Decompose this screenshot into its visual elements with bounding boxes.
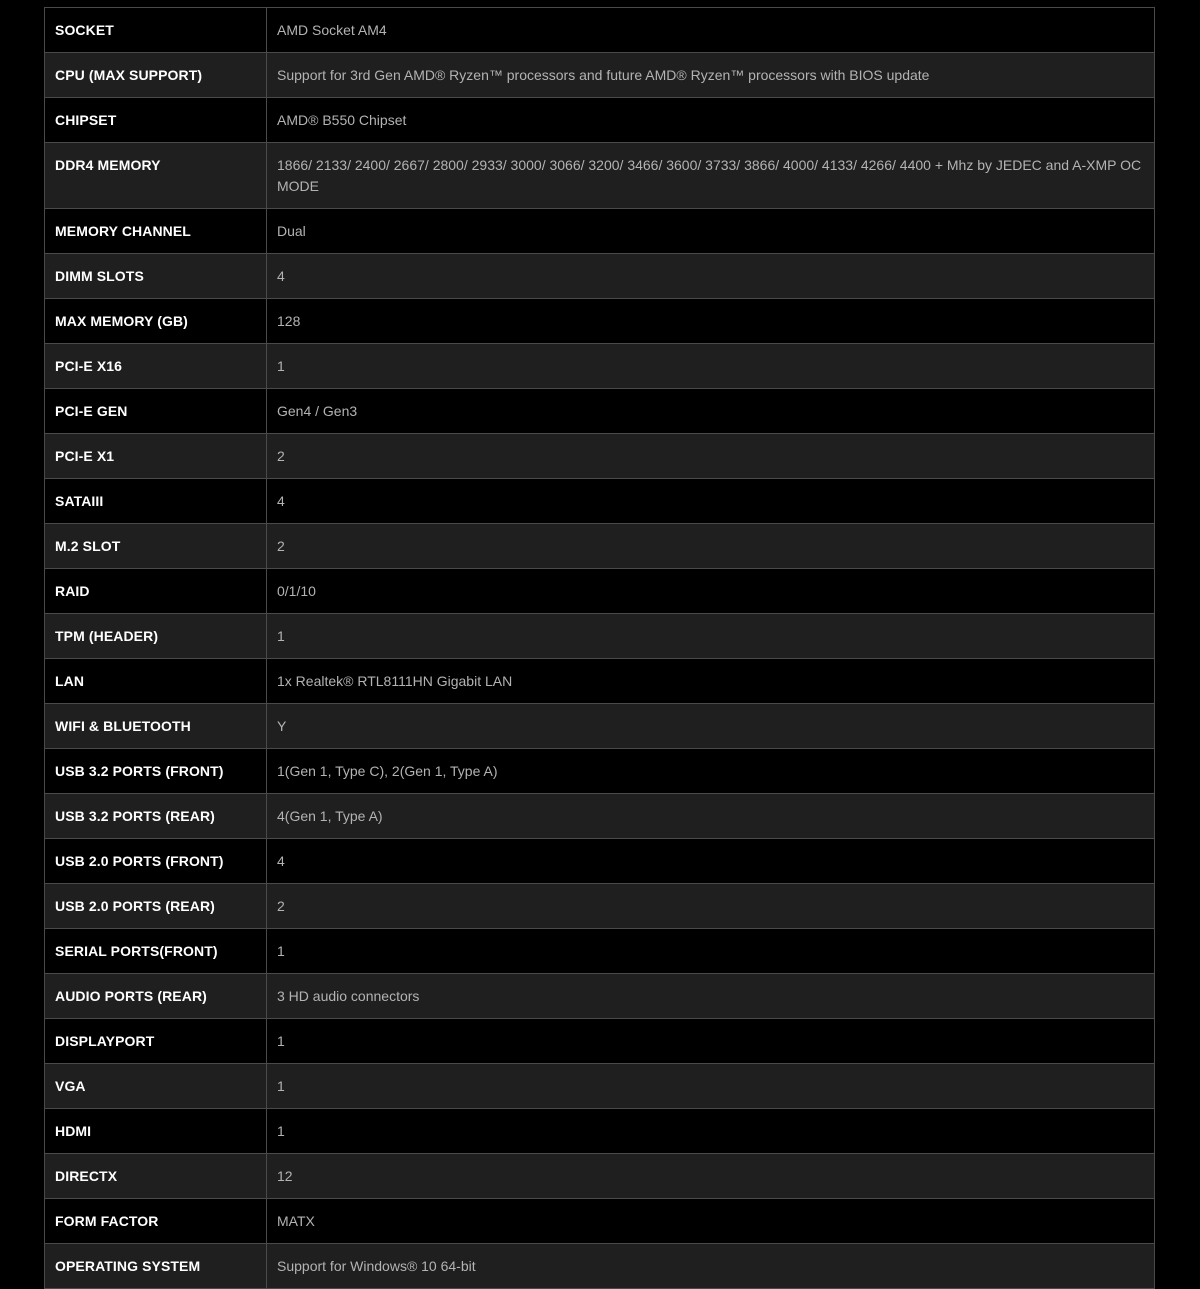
spec-value: 12 — [267, 1154, 1155, 1199]
spec-row-form-factor — [45, 1199, 1155, 1244]
spec-value: AMD® B550 Chipset — [267, 98, 1155, 143]
spec-label: MEMORY CHANNEL — [45, 209, 267, 254]
spec-row-usb32-front — [45, 749, 1155, 794]
spec-label: USB 3.2 PORTS (FRONT) — [45, 749, 267, 794]
spec-row-tpm-header — [45, 614, 1155, 659]
spec-row-max-memory — [45, 299, 1155, 344]
spec-label: TPM (HEADER) — [45, 614, 267, 659]
spec-label: SATAIII — [45, 479, 267, 524]
spec-label: HDMI — [45, 1109, 267, 1154]
spec-value: Gen4 / Gen3 — [267, 389, 1155, 434]
spec-label: MAX MEMORY (GB) — [45, 299, 267, 344]
spec-row-directx — [45, 1154, 1155, 1199]
spec-value: 4 — [267, 479, 1155, 524]
spec-label: USB 2.0 PORTS (FRONT) — [45, 839, 267, 884]
spec-label: M.2 SLOT — [45, 524, 267, 569]
spec-label: AUDIO PORTS (REAR) — [45, 974, 267, 1019]
spec-row-usb32-rear — [45, 794, 1155, 839]
spec-row-vga — [45, 1064, 1155, 1109]
spec-label: USB 2.0 PORTS (REAR) — [45, 884, 267, 929]
spec-label: LAN — [45, 659, 267, 704]
spec-value: 2 — [267, 524, 1155, 569]
spec-row-m2-slot — [45, 524, 1155, 569]
spec-value: 4(Gen 1, Type A) — [267, 794, 1155, 839]
spec-row-pcie-gen — [45, 389, 1155, 434]
spec-value: 3 HD audio connectors — [267, 974, 1155, 1019]
spec-row-pcie-x16 — [45, 344, 1155, 389]
spec-label: SOCKET — [45, 8, 267, 53]
spec-label: CPU (MAX SUPPORT) — [45, 53, 267, 98]
spec-label: RAID — [45, 569, 267, 614]
spec-label: FORM FACTOR — [45, 1199, 267, 1244]
spec-row-memory-channel — [45, 209, 1155, 254]
spec-label: PCI-E GEN — [45, 389, 267, 434]
spec-label: VGA — [45, 1064, 267, 1109]
spec-value: 1866/ 2133/ 2400/ 2667/ 2800/ 2933/ 3000/ 3066/ 3200/ 3466/ 3600/ 3733/ 3866/ 4000/ 4133/ 4266/ 4400 + Mhz by JEDEC and A-XMP OC MODE — [267, 143, 1155, 209]
spec-row-usb20-rear — [45, 884, 1155, 929]
spec-value: 2 — [267, 884, 1155, 929]
spec-label: DIRECTX — [45, 1154, 267, 1199]
spec-row-displayport — [45, 1019, 1155, 1064]
spec-row-cpu — [45, 53, 1155, 98]
spec-value: 1(Gen 1, Type C), 2(Gen 1, Type A) — [267, 749, 1155, 794]
spec-row-chipset — [45, 98, 1155, 143]
spec-value: 4 — [267, 839, 1155, 884]
spec-value: 1 — [267, 1019, 1155, 1064]
spec-row-usb20-front — [45, 839, 1155, 884]
spec-label: DIMM SLOTS — [45, 254, 267, 299]
spec-label: USB 3.2 PORTS (REAR) — [45, 794, 267, 839]
spec-row-raid — [45, 569, 1155, 614]
spec-label: WIFI & BLUETOOTH — [45, 704, 267, 749]
spec-label: CHIPSET — [45, 98, 267, 143]
spec-value: 1 — [267, 344, 1155, 389]
spec-row-lan — [45, 659, 1155, 704]
spec-row-pcie-x1 — [45, 434, 1155, 479]
spec-label: OPERATING SYSTEM — [45, 1244, 267, 1289]
spec-value: 1 — [267, 929, 1155, 974]
spec-row-ddr4-memory — [45, 143, 1155, 209]
spec-value: Support for Windows® 10 64-bit — [267, 1244, 1155, 1289]
spec-value: 1 — [267, 614, 1155, 659]
spec-value: 1 — [267, 1109, 1155, 1154]
spec-value: Dual — [267, 209, 1155, 254]
spec-value: 128 — [267, 299, 1155, 344]
spec-row-socket — [45, 8, 1155, 53]
spec-table — [44, 7, 1155, 1289]
spec-value: Y — [267, 704, 1155, 749]
spec-value: Support for 3rd Gen AMD® Ryzen™ processors and future AMD® Ryzen™ processors with BIOS update — [267, 53, 1155, 98]
spec-value: 2 — [267, 434, 1155, 479]
spec-row-operating-system — [45, 1244, 1155, 1289]
spec-label: DDR4 MEMORY — [45, 143, 267, 209]
spec-value: MATX — [267, 1199, 1155, 1244]
spec-row-sataiii — [45, 479, 1155, 524]
spec-row-wifi-bluetooth — [45, 704, 1155, 749]
spec-value: 1x Realtek® RTL8111HN Gigabit LAN — [267, 659, 1155, 704]
spec-row-dimm-slots — [45, 254, 1155, 299]
spec-table-body — [45, 8, 1155, 1289]
spec-label: SERIAL PORTS(FRONT) — [45, 929, 267, 974]
spec-label: PCI-E X1 — [45, 434, 267, 479]
spec-row-hdmi — [45, 1109, 1155, 1154]
spec-row-audio-ports — [45, 974, 1155, 1019]
spec-value: 0/1/10 — [267, 569, 1155, 614]
spec-value: AMD Socket AM4 — [267, 8, 1155, 53]
spec-value: 4 — [267, 254, 1155, 299]
spec-row-serial-ports — [45, 929, 1155, 974]
spec-label: PCI-E X16 — [45, 344, 267, 389]
spec-label: DISPLAYPORT — [45, 1019, 267, 1064]
spec-value: 1 — [267, 1064, 1155, 1109]
